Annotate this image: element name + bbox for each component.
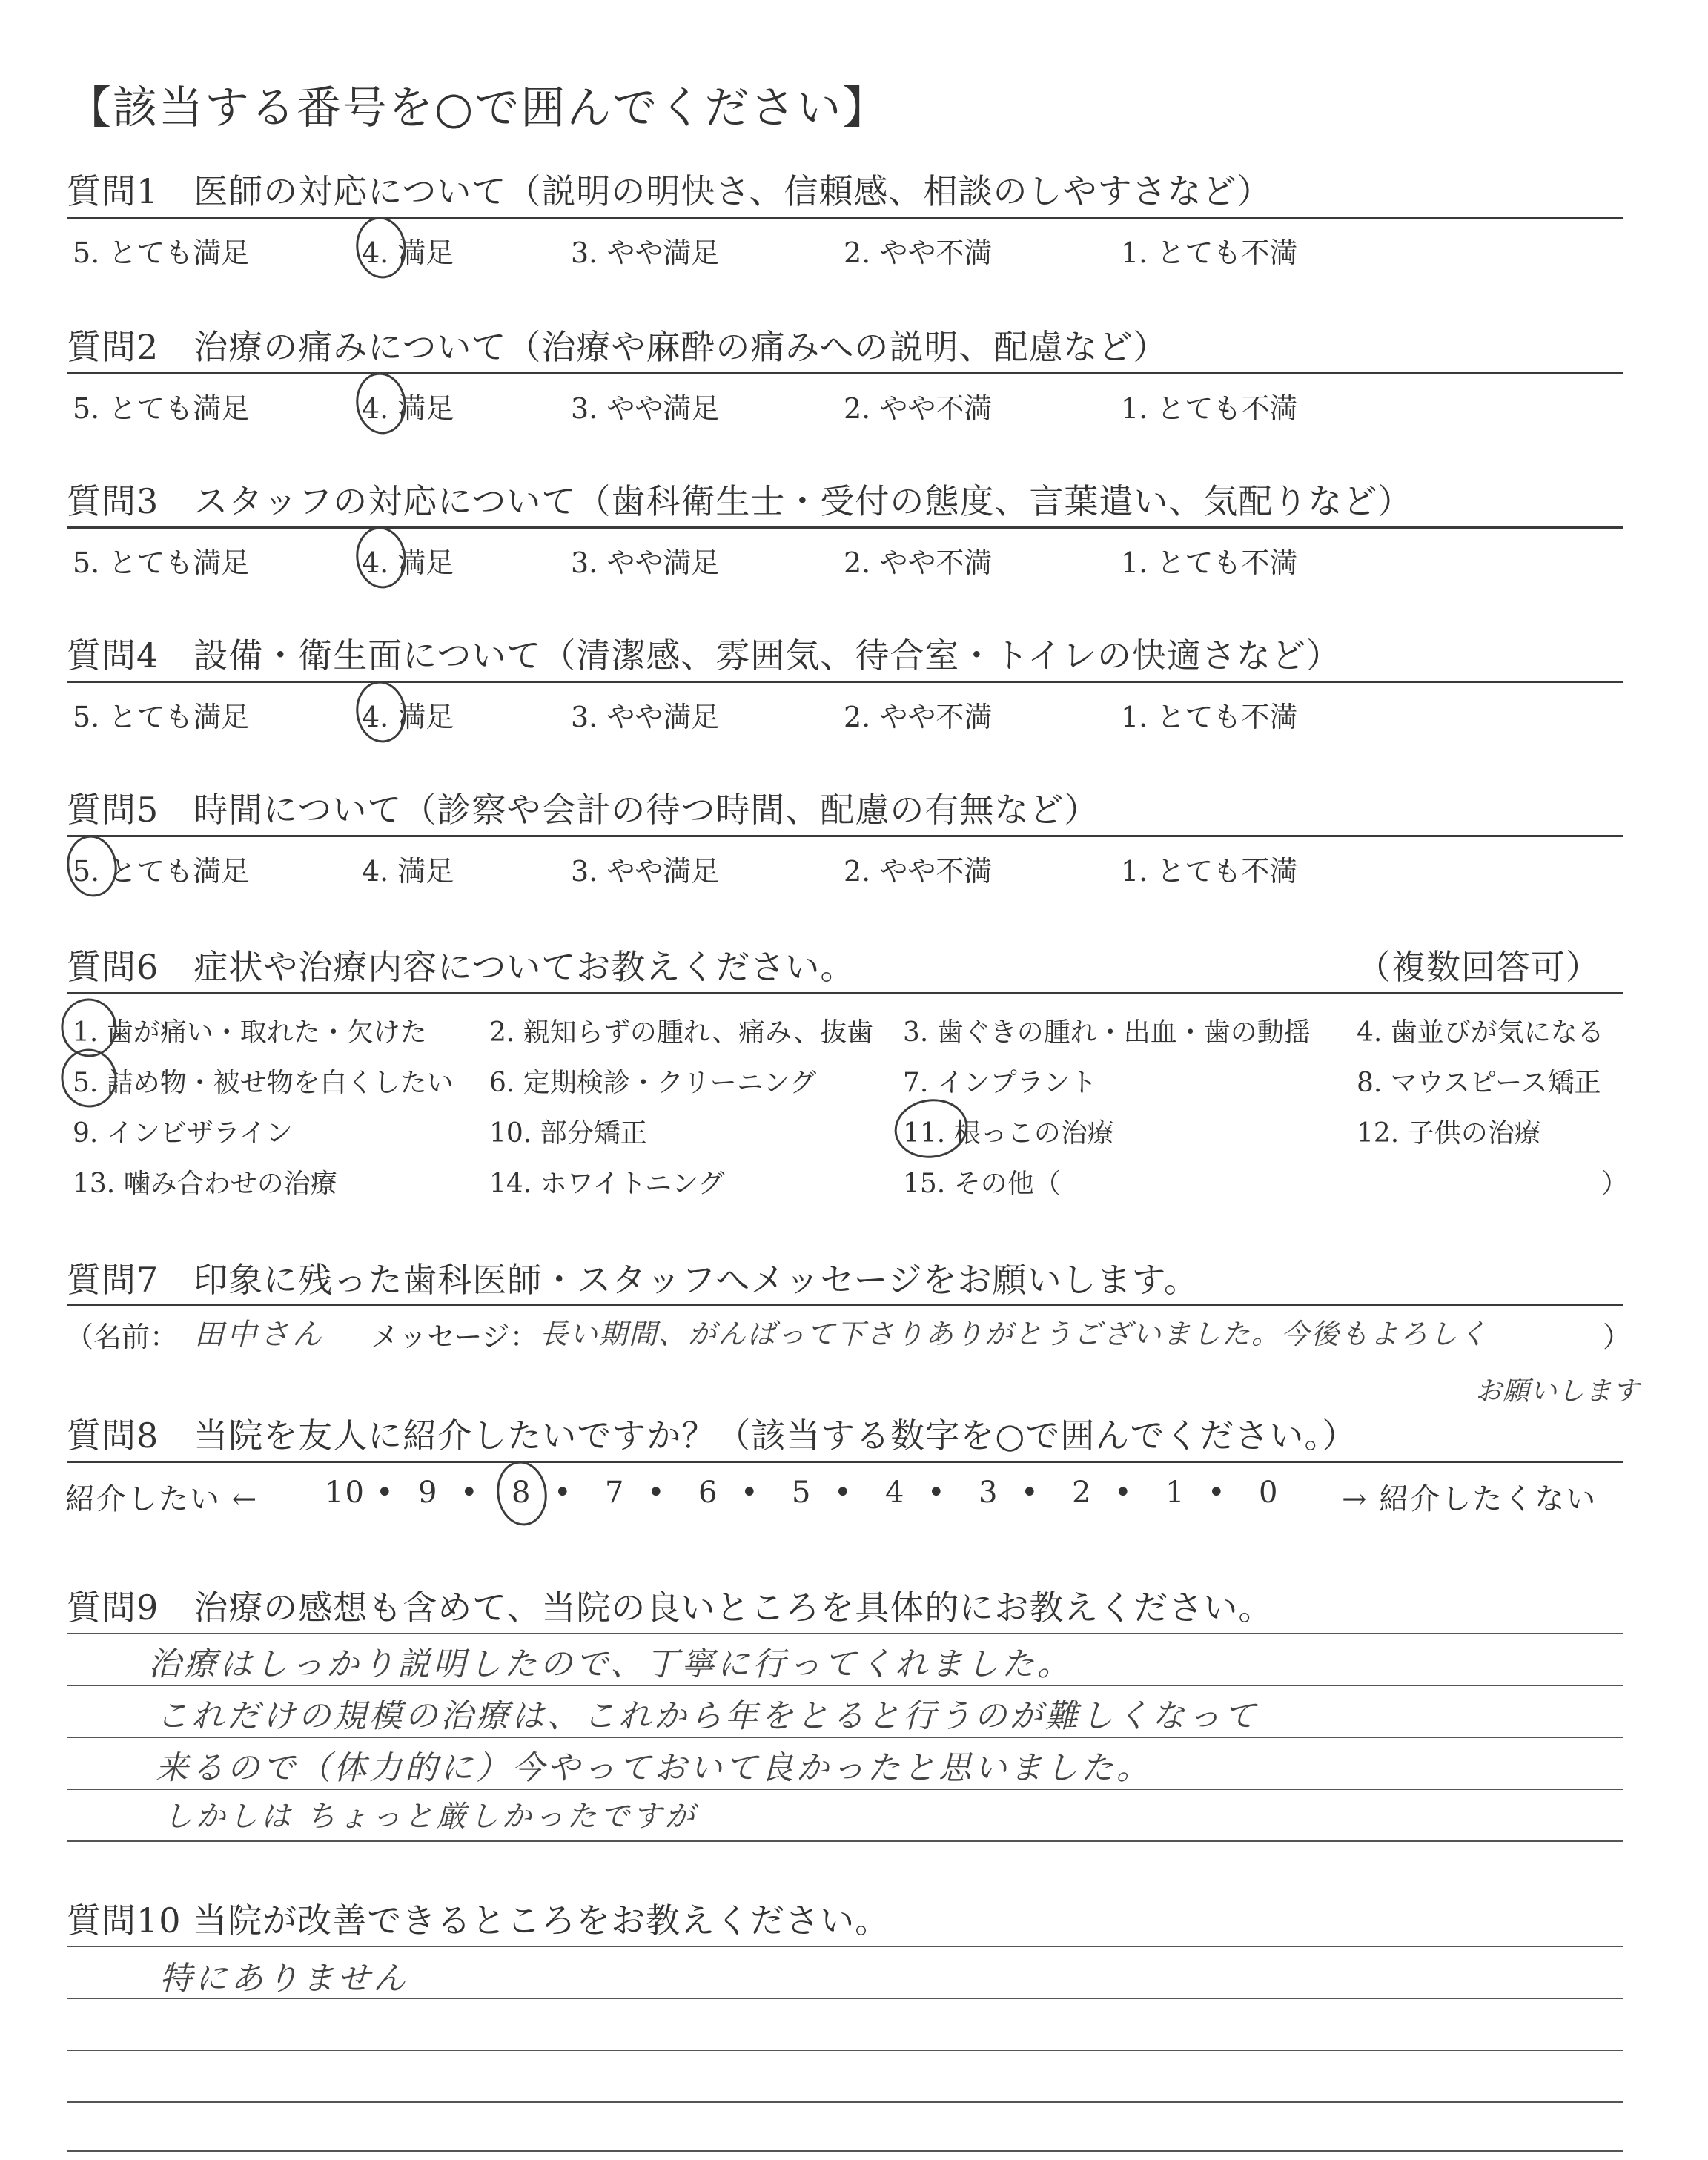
q2-title: 質問2 治療の痛みについて（治療や麻酔の痛みへの説明、配慮など） [67,327,1168,367]
q6-title: 質問6 症状や治療内容についてお教えください。 [67,947,855,987]
q2-option[interactable]: 3. やや満足 [571,392,720,425]
q6-option[interactable]: 9. インビザライン [73,1118,293,1149]
q9-answer-line: これだけの規模の治療は、これから年をとると行うのが難しくなって [156,1697,1259,1735]
q3-title: 質問3 スタッフの対応について（歯科衛生士・受付の態度、言葉遣い、気配りなど） [67,481,1413,521]
q6-option[interactable]: 3. 歯ぐきの腫れ・出血・歯の動揺 [903,1017,1311,1048]
q4-option[interactable]: 1. とても不満 [1121,701,1298,733]
q4-option[interactable]: 2. やや不満 [844,701,993,733]
q6-option[interactable]: 7. インプラント [903,1068,1097,1098]
q8-scale-separator: • [647,1476,666,1510]
q8-scale-separator: • [554,1476,573,1510]
q2-option[interactable]: 4. 満足 [362,392,454,425]
q8-scale-separator: • [927,1476,947,1510]
q6-option[interactable]: 8. マウスピース矯正 [1357,1068,1601,1098]
q6-option[interactable]: 11. 根っこの治療 [903,1118,1114,1149]
hand-drawn-circle [354,215,409,280]
q5-title: 質問5 時間について（診察や会計の待つ時間、配慮の有無など） [67,790,1099,830]
q2-option[interactable]: 5. とても満足 [73,392,250,425]
q8-scale-separator: • [1021,1476,1040,1510]
q5-option[interactable]: 5. とても満足 [73,855,250,888]
q7-message-close: ） [1603,1321,1632,1353]
q8-right-label: → 紹介したくない [1342,1482,1598,1516]
q1-title: 質問1 医師の対応について（説明の明快さ、信頼感、相談のしやすさなど） [67,171,1272,211]
q7-message-label: メッセージ： [371,1321,538,1353]
q1-option[interactable]: 4. 満足 [362,237,454,269]
q2-option[interactable]: 2. やや不満 [844,392,993,425]
q8-title: 質問8 当院を友人に紹介したいですか？（該当する数字を○で囲んでください。） [67,1416,1357,1456]
q8-scale-value[interactable]: 0 [1259,1476,1280,1510]
q3-option[interactable]: 1. とても不満 [1121,546,1298,579]
hand-drawn-circle [354,525,409,590]
form-heading: 【該当する番号を○で囲んでください】 [67,82,889,134]
q8-scale-separator: • [1208,1476,1227,1510]
q3-option[interactable]: 2. やや不満 [844,546,993,579]
q4-option[interactable]: 3. やや満足 [571,701,720,733]
q4-option[interactable]: 5. とても満足 [73,701,250,733]
q8-scale-value[interactable]: 8 [512,1476,532,1510]
q6-multi-note: （複数回答可） [1357,947,1601,987]
q8-scale-value[interactable]: 9 [418,1476,439,1510]
q10-title: 質問10 当院が改善できるところをお教えください。 [67,1900,890,1941]
q8-scale-value[interactable]: 10 [325,1476,365,1510]
q8-left-label: 紹介したい ← [65,1482,259,1516]
hand-drawn-circle [354,371,409,436]
q4-title: 質問4 設備・衛生面について（清潔感、雰囲気、待合室・トイレの快適さなど） [67,635,1342,676]
hand-drawn-circle [64,833,120,899]
q6-option[interactable]: 5. 詰め物・被せ物を白くしたい [73,1068,454,1098]
q9-title: 質問9 治療の感想も含めて、当院の良いところを具体的にお教えください。 [67,1588,1274,1628]
q3-option[interactable]: 5. とても満足 [73,546,250,579]
hand-drawn-circle [892,1096,970,1162]
q5-option[interactable]: 1. とても不満 [1121,855,1298,888]
q6-option[interactable]: 12. 子供の治療 [1357,1118,1541,1149]
q6-option[interactable]: 1. 歯が痛い・取れた・欠けた [73,1017,427,1048]
q6-option[interactable]: 14. ホワイトニング [489,1169,725,1199]
q5-option[interactable]: 2. やや不満 [844,855,993,888]
q9-answer-line: 治療はしっかり説明したので、丁寧に行ってくれました。 [148,1645,1073,1683]
q7-message-continued: お願いします [1475,1376,1641,1407]
q1-option[interactable]: 1. とても不満 [1121,237,1298,269]
q8-scale-value[interactable]: 7 [605,1476,626,1510]
q8-scale-value[interactable]: 4 [885,1476,906,1510]
q8-scale-value[interactable]: 6 [698,1476,719,1510]
q6-option[interactable]: 6. 定期検診・クリーニング [489,1068,817,1098]
q8-scale-separator: • [1114,1476,1133,1510]
q8-scale-separator: • [834,1476,853,1510]
hand-drawn-circle [494,1459,549,1527]
q1-option[interactable]: 3. やや満足 [571,237,720,269]
q6-option[interactable]: 2. 親知らずの腫れ、痛み、抜歯 [489,1017,874,1048]
q6-option[interactable]: 10. 部分矯正 [489,1118,647,1149]
q8-scale-value[interactable]: 1 [1165,1476,1186,1510]
q7-name-label: （名前： [65,1321,179,1353]
q6-option[interactable]: 15. その他（ [903,1169,1061,1199]
q5-option[interactable]: 4. 満足 [362,855,454,888]
q3-option[interactable]: 4. 満足 [362,546,454,579]
q9-answer-line: 来るので（体力的に）今やっておいて良かったと思いました。 [156,1749,1152,1787]
q10-answer-line: 特にありません [159,1960,408,1998]
q7-title: 質問7 印象に残った歯科医師・スタッフへメッセージをお願いします。 [67,1260,1199,1300]
q7-name-value: 田中さん [194,1318,325,1352]
hand-drawn-circle [354,679,409,744]
q8-scale-value[interactable]: 2 [1072,1476,1093,1510]
q3-option[interactable]: 3. やや満足 [571,546,720,579]
q8-scale-value[interactable]: 5 [792,1476,812,1510]
q6-option[interactable]: 4. 歯並びが気になる [1357,1017,1604,1048]
q4-option[interactable]: 4. 満足 [362,701,454,733]
q7-message-value: 長い期間、がんばって下さりありがとうございました。今後もよろしく [540,1318,1489,1350]
q1-option[interactable]: 5. とても満足 [73,237,250,269]
q8-scale-separator: • [376,1476,395,1510]
q8-scale-separator: • [741,1476,760,1510]
q9-answer-line: しかしは ちょっと厳しかったですが [163,1800,698,1834]
q6-other-close: ） [1601,1169,1629,1199]
q8-scale-value[interactable]: 3 [979,1476,999,1510]
q5-option[interactable]: 3. やや満足 [571,855,720,888]
q6-option[interactable]: 13. 噛み合わせの治療 [73,1169,337,1199]
q8-scale-separator: • [460,1476,480,1510]
q1-option[interactable]: 2. やや不満 [844,237,993,269]
q2-option[interactable]: 1. とても不満 [1121,392,1298,425]
